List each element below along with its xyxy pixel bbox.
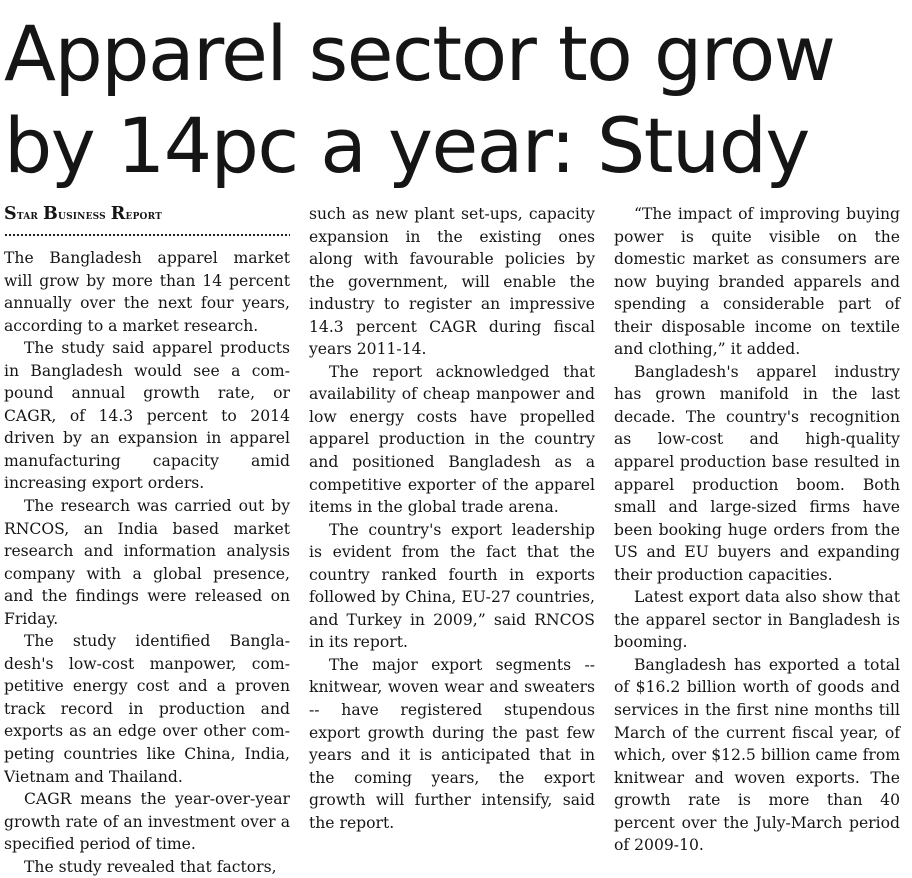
paragraph: The country's export leadership is evident from the fact that the country ranked fourth in exports followed by China, EU-27 countries, and Turkey in 2009,” said RNCOS in its report. — [309, 520, 595, 652]
article-column-2 — [309, 203, 595, 834]
paragraph: The study said apparel products in Bangladesh would see a compound annual growth rate, or CAGR, of 14.3 percent to 2014 driven by an expansion in apparel manufacturing capacity amid increasing export orders. — [4, 339, 290, 493]
paragraph: “The impact of improving buying power is quite visible on the domestic market as consumers are now buying branded apparels and spending a considerable part of their disposable income on textile and clothing,” it added. — [614, 205, 900, 359]
paragraph: The study revealed that factors, — [24, 857, 277, 876]
paragraph: The research was carried out by RNCOS, an India based market research and information analysis company with a global presence, and the findings were released on Friday. — [4, 497, 290, 628]
article-column-3 — [614, 203, 900, 857]
headline-line-1: Apparel sector to grow — [4, 9, 835, 98]
paragraph: The study identified Bangladesh's low-cost manpower, competitive energy cost and a proven track record in production and exports as an edge over other competing countries like China, India, Vietnam and Thailand. — [4, 632, 290, 786]
paragraph: The report acknowledged that availability of cheap manpower and low energy costs have propelled apparel production in the country and positioned Bangladesh as a competitive exporter of the apparel items in the global trade arena. — [309, 362, 595, 517]
article-column-1 — [4, 203, 290, 878]
paragraph: CAGR means the year-over-year growth rate of an investment over a specified period of time. — [4, 790, 290, 854]
headline-line-2: by 14pc a year: Study — [4, 101, 809, 190]
paragraph: The Bangladesh apparel market will grow by more than 14 percent annually over the next four years, according to a market research. — [4, 249, 290, 335]
paragraph: such as new plant set-ups, capacity expansion in the existing ones along with favourable policies by the government, will enable the industry to register an impressive 14.3 percent CAGR during fiscal years 2011-14. — [309, 205, 595, 359]
paragraph: Bangladesh's apparel industry has grown manifold in the last decade. The country's recognition as low-cost and high-quality apparel production base resulted in apparel production boom. Both small and large-sized firms have been booking huge orders from the US and EU buyers and expanding their production capacities. — [614, 362, 900, 584]
byline: Star Business Report — [4, 204, 163, 224]
paragraph: Bangladesh has exported a total of $16.2 billion worth of goods and services in the first nine months till March of the current fiscal year, of which, over $12.5 billion came from knitwear and woven exports. The growth rate is more than 40 percent over the July-March period of 2009-10. — [614, 655, 900, 855]
byline-dotted-rule — [4, 233, 290, 237]
paragraph: Latest export data also show that the apparel sector in Bangladesh is booming. — [614, 588, 900, 652]
headline — [4, 8, 908, 192]
paragraph: The major export segments -- knitwear, woven wear and sweaters -- have registered stupendous export growth during the past few years and it is anticipated that in the coming years, the export growth will further intensify, said the report. — [309, 655, 595, 832]
